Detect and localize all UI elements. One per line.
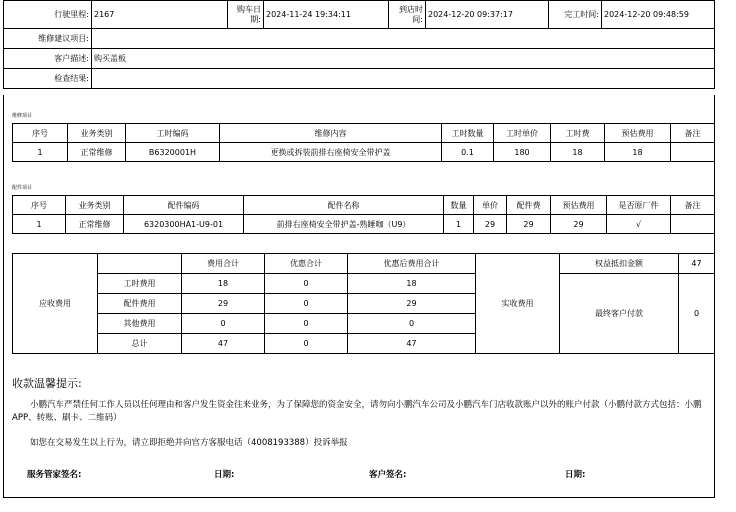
repair-header-remark: 备注 <box>671 124 715 143</box>
parts-cell-parts-fee: 29 <box>507 215 551 234</box>
fee-row-total-labor: 18 <box>182 274 265 294</box>
table-row <box>13 215 715 234</box>
inspection-result-label: 检查结果: <box>4 69 92 89</box>
parts-cell-estimate: 29 <box>551 215 607 234</box>
advisor-signature-label: 服务管家签名: <box>27 470 82 480</box>
fee-header-after-discount: 优惠后费用合计 <box>348 254 476 274</box>
final-payment-label: 最终客户付款 <box>560 274 679 354</box>
final-payment-value: 0 <box>679 274 715 354</box>
finish-time-value: 2024-12-20 09:48:59 <box>602 1 715 29</box>
notice-title: 收款温馨提示: <box>12 377 82 390</box>
purchase-date-label: 购车日期: <box>228 1 264 29</box>
customer-description-label: 客户描述: <box>4 49 92 69</box>
parts-cell-code: 6320300HA1-U9-01 <box>124 215 244 234</box>
fee-summary-table <box>12 253 715 354</box>
parts-header-original: 是否原厂件 <box>607 196 671 215</box>
repair-cell-seq: 1 <box>13 143 68 162</box>
parts-header-remark: 备注 <box>671 196 715 215</box>
fee-row-total-other: 0 <box>182 314 265 334</box>
fee-header-discount: 优惠合计 <box>265 254 348 274</box>
repair-cell-content: 更换或拆装前排右座椅安全带护盖 <box>220 143 442 162</box>
repair-header-unit-price: 工时单价 <box>494 124 551 143</box>
parts-section-label: 配件项目 <box>12 185 33 191</box>
parts-header-unit-price: 单价 <box>474 196 507 215</box>
fee-row-after-labor: 18 <box>348 274 476 294</box>
repair-section-label: 维修项目 <box>12 113 33 119</box>
parts-cell-category: 正常维修 <box>66 215 124 234</box>
parts-header-name: 配件名称 <box>244 196 444 215</box>
parts-header-category: 业务类别 <box>66 196 124 215</box>
parts-header-seq: 序号 <box>13 196 66 215</box>
fee-row-after-sum: 47 <box>348 334 476 354</box>
border-bottom <box>3 497 715 498</box>
repair-items-table <box>12 123 715 162</box>
customer-date-label: 日期: <box>565 470 586 480</box>
parts-cell-original-check: √ <box>607 215 671 234</box>
fee-row-label-other: 其他费用 <box>98 314 182 334</box>
purchase-date-value: 2024-11-24 19:34:11 <box>264 1 389 29</box>
table-row <box>13 274 715 294</box>
mileage-value: 2167 <box>92 1 228 29</box>
repair-cell-estimate: 18 <box>605 143 671 162</box>
notice-paragraph-1: 小鹏汽车严禁任何工作人员以任何理由和客户发生资金往来业务，为了保障您的资金安全，请勿向小鹏汽车公司及小鹏汽车门店收款账户以外的账户付款（小鹏付款方式包括：小鹏APP、转账、刷卡、二维码） <box>12 400 702 423</box>
repair-header-seq: 序号 <box>13 124 68 143</box>
table-row <box>13 143 715 162</box>
suggestion-label: 维修建议项目: <box>4 29 92 49</box>
fee-row-label-labor: 工时费用 <box>98 274 182 294</box>
parts-header-estimate: 预估费用 <box>551 196 607 215</box>
repair-header-category: 业务类别 <box>68 124 126 143</box>
fee-row-total-parts: 29 <box>182 294 265 314</box>
fee-row-after-other: 0 <box>348 314 476 334</box>
mileage-label: 行驶里程: <box>4 1 92 29</box>
repair-cell-remark <box>671 143 715 162</box>
rights-deduction-value: 47 <box>679 254 715 274</box>
repair-header-code: 工时编码 <box>126 124 220 143</box>
repair-cell-category: 正常维修 <box>68 143 126 162</box>
arrival-time-label: 到店时间: <box>389 1 426 29</box>
notice-paragraph-2: 如您在交易发生以上行为，请立即拒绝并向官方客服电话（4008193388）投诉举报 <box>30 438 348 448</box>
fee-row-discount-parts: 0 <box>265 294 348 314</box>
repair-cell-unit-price: 180 <box>494 143 551 162</box>
repair-header-estimate: 预估费用 <box>605 124 671 143</box>
fee-row-total-sum: 47 <box>182 334 265 354</box>
fee-row-label-sum: 总计 <box>98 334 182 354</box>
border-left <box>3 95 4 498</box>
vehicle-info-table <box>3 0 715 89</box>
parts-cell-qty: 1 <box>444 215 474 234</box>
customer-signature-label: 客户签名: <box>369 470 407 480</box>
finish-time-label: 完工时间: <box>549 1 602 29</box>
repair-cell-code: B6320001H <box>126 143 220 162</box>
parts-header-code: 配件编码 <box>124 196 244 215</box>
parts-cell-seq: 1 <box>13 215 66 234</box>
parts-cell-remark <box>671 215 715 234</box>
fee-row-discount-other: 0 <box>265 314 348 334</box>
inspection-result-value <box>92 69 715 89</box>
fee-row-after-parts: 29 <box>348 294 476 314</box>
rights-deduction-label: 权益抵扣金额 <box>560 254 679 274</box>
fee-header-blank <box>98 254 182 274</box>
suggestion-value <box>92 29 715 49</box>
fee-row-discount-labor: 0 <box>265 274 348 294</box>
parts-cell-unit-price: 29 <box>474 215 507 234</box>
parts-header-qty: 数量 <box>444 196 474 215</box>
repair-header-content: 维修内容 <box>220 124 442 143</box>
repair-cell-labor-fee: 18 <box>551 143 605 162</box>
fee-row-label-parts: 配件费用 <box>98 294 182 314</box>
parts-items-table <box>12 195 715 234</box>
arrival-time-value: 2024-12-20 09:37:17 <box>426 1 549 29</box>
parts-header-parts-fee: 配件费 <box>507 196 551 215</box>
repair-header-qty: 工时数量 <box>442 124 494 143</box>
fee-row-discount-sum: 0 <box>265 334 348 354</box>
customer-description-value: 购买盖板 <box>92 49 715 69</box>
fee-header-total: 费用合计 <box>182 254 265 274</box>
actual-received-label: 实收费用 <box>476 254 560 354</box>
repair-cell-qty: 0.1 <box>442 143 494 162</box>
receivable-label: 应收费用 <box>13 254 98 354</box>
parts-cell-name: 前排右座椅安全带护盖-熟睡咖（U9） <box>244 215 444 234</box>
advisor-date-label: 日期: <box>214 470 235 480</box>
repair-header-labor-fee: 工时费 <box>551 124 605 143</box>
